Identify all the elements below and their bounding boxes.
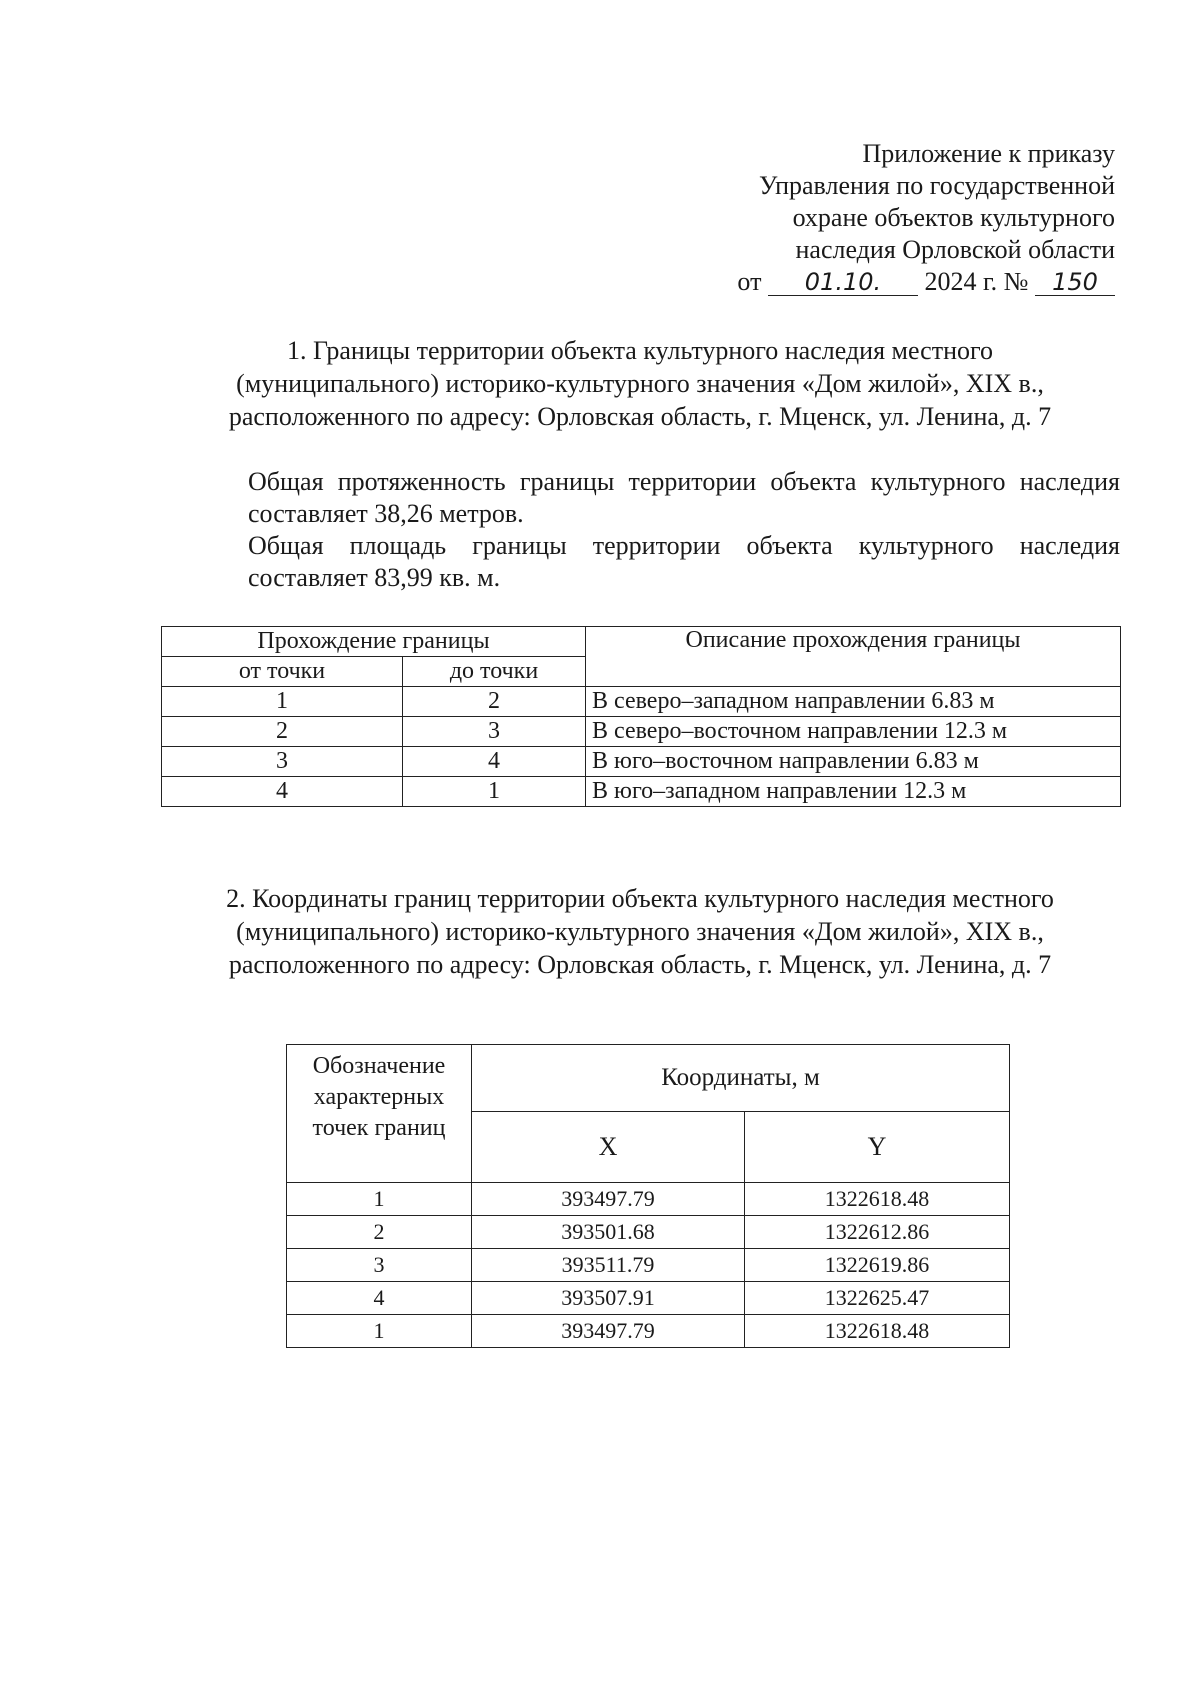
from-point-cell: 1 [162,687,403,717]
boundary-length-paragraph [173,466,1120,530]
year-text: 2024 г. № [924,267,1029,296]
appendix-line-3: охране объектов культурного [792,203,1115,232]
description-cell: В северо–восточном направлении 12.3 м [586,717,1121,747]
boundary-area-paragraph [173,530,1120,594]
table-row [287,1216,1010,1249]
boundary-passage-table [161,626,1121,807]
section-1-title-line-1: 1. Границы территории объекта культурного наследия местного [286,336,994,365]
table-header-row [287,1045,1010,1112]
description-cell: В юго–западном направлении 12.3 м [586,777,1121,807]
description-cell: В юго–восточном направлении 6.83 м [586,747,1121,777]
boundary-length-text: Общая протяженность границы территории объекта культурного наследия составляет 38,26 метров. [248,467,1120,528]
section-1-title-line-2: (муниципального) историко-культурного значения «Дом жилой», XIX в., [236,369,1044,398]
appendix-line-2: Управления по государственной [758,171,1115,200]
section-1-title [160,334,1120,433]
point-cell: 4 [287,1282,472,1315]
from-point-cell: 2 [162,717,403,747]
to-point-cell: 1 [403,777,586,807]
header-point-label: Обозначение характерных точек границ [287,1045,472,1183]
x-coordinate-cell: 393507.91 [472,1282,745,1315]
section-2-title-line-2: (муниципального) историко-культурного значения «Дом жилой», XIX в., [236,917,1044,946]
from-point-cell: 3 [162,747,403,777]
table-row [162,687,1121,717]
section-2-title [160,882,1120,981]
table-row [162,747,1121,777]
to-point-cell: 4 [403,747,586,777]
handwritten-order-number: 150 [1035,269,1115,296]
header-description: Описание прохождения границы [586,627,1121,687]
table-row [287,1315,1010,1348]
table-row [287,1249,1010,1282]
section-1-title-line-3: расположенного по адресу: Орловская область, г. Мценск, ул. Ленина, д. 7 [228,402,1052,431]
date-prefix: от [737,267,762,296]
y-coordinate-cell: 1322612.86 [745,1216,1010,1249]
y-coordinate-cell: 1322619.86 [745,1249,1010,1282]
header-y: Y [745,1112,1010,1183]
description-cell: В северо–западном направлении 6.83 м [586,687,1121,717]
x-coordinate-cell: 393511.79 [472,1249,745,1282]
table-row [162,777,1121,807]
point-cell: 1 [287,1315,472,1348]
y-coordinate-cell: 1322618.48 [745,1315,1010,1348]
boundary-area-text: Общая площадь границы территории объекта культурного наследия составляет 83,99 кв. м. [248,531,1120,592]
appendix-line-4: наследия Орловской области [795,235,1115,264]
header-x: X [472,1112,745,1183]
appendix-line-1: Приложение к приказу [862,139,1115,168]
appendix-header [695,138,1115,298]
y-coordinate-cell: 1322625.47 [745,1282,1010,1315]
table-header-row [162,627,1121,657]
point-cell: 3 [287,1249,472,1282]
table-row [287,1183,1010,1216]
point-cell: 1 [287,1183,472,1216]
header-coordinates: Координаты, м [472,1045,1010,1112]
appendix-date-line [695,266,1115,298]
header-to-point: до точки [403,657,586,687]
to-point-cell: 2 [403,687,586,717]
x-coordinate-cell: 393501.68 [472,1216,745,1249]
from-point-cell: 4 [162,777,403,807]
y-coordinate-cell: 1322618.48 [745,1183,1010,1216]
section-2-title-line-3: расположенного по адресу: Орловская область, г. Мценск, ул. Ленина, д. 7 [228,950,1052,979]
section-2-title-line-1: 2. Координаты границ территории объекта культурного наследия местного [226,884,1054,913]
point-cell: 2 [287,1216,472,1249]
coordinates-table [286,1044,1010,1348]
header-boundary-passage: Прохождение границы [162,627,586,657]
x-coordinate-cell: 393497.79 [472,1183,745,1216]
x-coordinate-cell: 393497.79 [472,1315,745,1348]
table-row [162,717,1121,747]
to-point-cell: 3 [403,717,586,747]
header-from-point: от точки [162,657,403,687]
handwritten-date: 01.10. [768,269,918,296]
table-row [287,1282,1010,1315]
